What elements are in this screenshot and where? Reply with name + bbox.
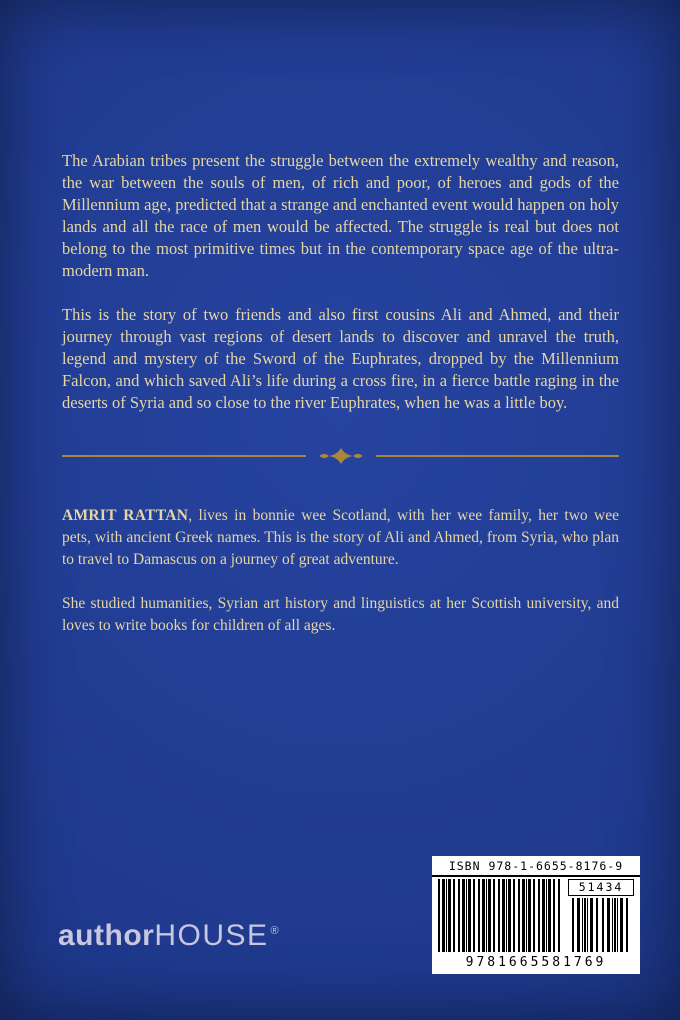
barcode-addon-bars xyxy=(572,898,630,952)
section-divider xyxy=(62,446,619,466)
barcode-addon-code: 51434 xyxy=(568,879,634,896)
synopsis-paragraph-2: This is the story of two friends and also first cousins Ali and Ahmed, and their journey through vast regions of desert lands to discover and unravel the truth, legend and mystery of the Sword of the Euphrates, dropped by the Millennium Falcon, and which saved Ali’s life during a cross fire, in a fierce battle raging in the deserts of Syria and so close to the river Euphrates, when he was a little boy. xyxy=(62,305,619,412)
author-name: AMRIT RATTAN xyxy=(62,507,189,524)
ean-barcode-bars xyxy=(438,879,560,952)
barcode-bars-row xyxy=(432,877,640,952)
registered-trademark-symbol: ® xyxy=(270,925,279,937)
divider-line-left xyxy=(62,455,306,457)
synopsis-paragraph-1: The Arabian tribes present the struggle between the extremely wealthy and reason, the war between the souls of men, of rich and poor, of heroes and gods of the Millennium age, predicted that a strange and enchanted event would happen on holy lands and all the race of men would be affected. The struggle is real but does not belong to the most primitive times but in the contemporary space age of the ultra-modern man. xyxy=(62,151,619,280)
barcode-number: 9781665581769 xyxy=(465,955,607,970)
bio-paragraph-1-text: , lives in bonnie wee Scotland, with her wee family, her two wee pets, with ancient Greek names. This is the story of Ali and Ahmed, from Syria, who plan to travel to Damascus on a journey of great adventure. xyxy=(62,507,619,568)
bio-paragraph-2: She studied humanities, Syrian art history and linguistics at her Scottish university, and loves to write books for children of all ages. xyxy=(62,595,619,634)
author-bio xyxy=(62,505,619,659)
divider-line-right xyxy=(376,455,620,457)
divider-ornament-icon xyxy=(318,447,364,465)
isbn-label: ISBN 978-1-6655-8176-9 xyxy=(432,856,640,877)
publisher-logo-house: HOUSE xyxy=(154,919,269,952)
bio-paragraph-1 xyxy=(62,505,619,571)
publisher-logo xyxy=(58,914,279,953)
synopsis xyxy=(62,150,619,436)
publisher-logo-author: author xyxy=(58,919,155,952)
isbn-barcode xyxy=(432,856,640,974)
barcode-addon xyxy=(568,879,634,952)
